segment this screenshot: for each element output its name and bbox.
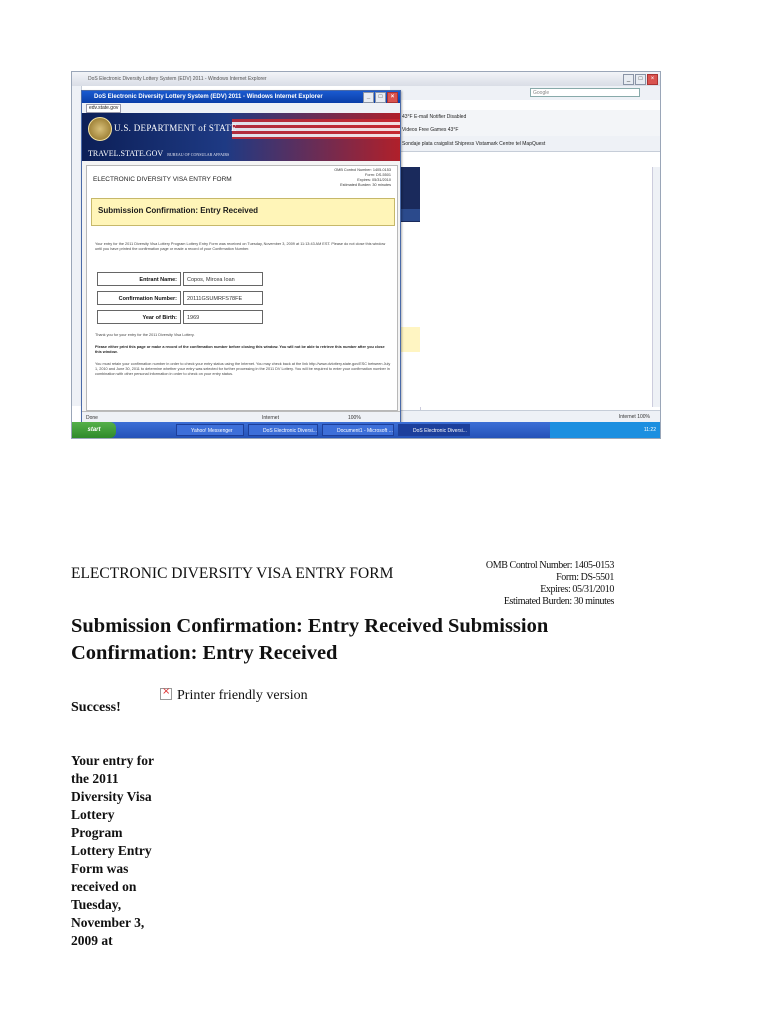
entry-received-text: Your entry for the 2011 Diversity Visa Lottery Program Lottery Entry Form was received on Tuesday, November 3, 2009 at bbox=[71, 753, 154, 948]
retain-note: You must retain your confirmation number in order to check your entry status using the Internet. You may check back at the link http://www.dvlottery.state.gov/ESC between July 1, 2010 and June 30, 2011 to determine whether your entry was selected for further processing in the 2011 DV Lottery. You will be required to enter your confirmation number in combination with other personal information in order to check on your entry status. bbox=[95, 362, 391, 376]
omb-line: Expires: 05/31/2010 bbox=[540, 584, 614, 595]
thanks-text: Thank you for your entry for the 2011 Diversity Visa Lottery. bbox=[95, 333, 195, 337]
background-page-content bbox=[420, 167, 652, 407]
success-label: Success! bbox=[71, 700, 121, 715]
field-value: Copos, Mircea Ioan bbox=[183, 272, 263, 286]
background-scrollbar[interactable] bbox=[652, 167, 661, 407]
print-note: Please either print this page or make a record of the confirmation number before closing this window. You will not be able to retrieve this number after you close this window. bbox=[95, 345, 385, 354]
popup-page-body bbox=[86, 165, 398, 411]
taskbar bbox=[72, 422, 660, 438]
taskbar-item[interactable]: DoS Electronic Diversi... bbox=[398, 424, 470, 436]
popup-zoom[interactable]: 100% bbox=[348, 415, 361, 421]
flag-stripes bbox=[232, 119, 400, 139]
omb-line: Form: DS-5501 bbox=[556, 572, 614, 583]
tray-clock: 11:22 bbox=[643, 427, 656, 433]
taskbar-item[interactable]: Yahoo! Messenger bbox=[176, 424, 244, 436]
document-omb-block bbox=[470, 560, 614, 608]
printer-friendly-text: Printer friendly version bbox=[177, 688, 308, 703]
banner-travel-label: TRAVEL.STATE.GOV bbox=[88, 149, 164, 158]
popup-status-text: Done bbox=[86, 415, 98, 421]
broken-image-icon bbox=[160, 688, 172, 700]
popup-url[interactable]: edv.state.gov bbox=[86, 104, 121, 113]
document-form-heading: ELECTRONIC DIVERSITY VISA ENTRY FORM bbox=[71, 565, 394, 582]
taskbar-item[interactable]: DoS Electronic Diversi... bbox=[248, 424, 318, 436]
background-status-text: Internet 100% bbox=[618, 414, 650, 420]
background-address-bar bbox=[390, 86, 660, 100]
background-toolbar-2: Videos Free Games 43°F bbox=[390, 124, 660, 136]
maximize-icon[interactable]: □ bbox=[375, 92, 386, 103]
minimize-icon[interactable]: _ bbox=[623, 74, 634, 85]
field-value: 20111GSUMRFS78FE bbox=[183, 291, 263, 305]
omb-line: Expires: 05/31/2010 bbox=[357, 178, 391, 182]
field-value: 1969 bbox=[183, 310, 263, 324]
close-icon[interactable]: × bbox=[387, 92, 398, 103]
omb-block bbox=[334, 168, 391, 188]
popup-title: DoS Electronic Diversity Lottery System (EDV) 2011 - Windows Internet Explorer bbox=[94, 94, 323, 100]
background-window-title: DoS Electronic Diversity Lottery System (EDV) 2011 - Windows Internet Explorer bbox=[88, 76, 267, 82]
popup-window-controls bbox=[363, 92, 398, 103]
popup-titlebar bbox=[82, 91, 400, 103]
field-label: Entrant Name: bbox=[97, 272, 181, 286]
embedded-screenshot bbox=[71, 71, 661, 439]
confirmation-banner-text: Submission Confirmation: Entry Received bbox=[98, 206, 259, 215]
banner-department: U.S. DEPARTMENT of STATE bbox=[114, 123, 237, 133]
omb-line: OMB Control Number: 1405-0153 bbox=[485, 560, 614, 571]
popup-window bbox=[81, 90, 401, 424]
form-heading: ELECTRONIC DIVERSITY VISA ENTRY FORM bbox=[93, 176, 232, 183]
taskbar-item[interactable]: Document1 - Microsoft ... bbox=[322, 424, 394, 436]
omb-line: Estimated Burden: 30 minutes bbox=[503, 596, 614, 607]
document-title: Submission Confirmation: Entry Received Submission Confirmation: Entry Received bbox=[71, 615, 549, 664]
omb-line: OMB Control Number: 1405-0153 bbox=[334, 168, 391, 172]
popup-address-bar bbox=[82, 103, 400, 113]
banner-travel[interactable] bbox=[88, 149, 229, 158]
close-icon[interactable]: × bbox=[647, 74, 658, 85]
start-button[interactable]: start bbox=[72, 422, 116, 438]
minimize-icon[interactable]: _ bbox=[363, 92, 374, 103]
banner-travel-sub: BUREAU OF CONSULAR AFFAIRS bbox=[167, 152, 230, 157]
popup-status-zone: Internet bbox=[262, 415, 279, 421]
omb-line: Form: DS-5501 bbox=[365, 173, 391, 177]
state-seal-icon bbox=[88, 117, 112, 141]
maximize-icon[interactable]: □ bbox=[635, 74, 646, 85]
background-toolbar-1: 43°F E-mail Notifier Disabled bbox=[390, 110, 660, 124]
background-window-controls bbox=[623, 74, 658, 85]
state-dept-banner bbox=[82, 113, 400, 161]
system-tray bbox=[550, 422, 660, 438]
field-label: Year of Birth: bbox=[97, 310, 181, 324]
search-input[interactable]: Google bbox=[530, 88, 640, 97]
background-window-titlebar bbox=[72, 72, 660, 86]
confirmation-banner bbox=[91, 198, 395, 226]
entry-paragraph: Your entry for the 2011 Diversity Visa Lottery Program Lottery Entry Form was received on Tuesday, November 3, 2009 at 11:13:43 AM EST. Please do not close this window until you have printed the confirmation page or made a record of your Confirmation Number. bbox=[95, 242, 386, 251]
printer-friendly-link[interactable] bbox=[160, 688, 308, 704]
field-label: Confirmation Number: bbox=[97, 291, 181, 305]
omb-line: Estimated Burden: 30 minutes bbox=[340, 183, 391, 187]
favorites-bar: Sondaje plata craigslist Shipress Vistamark Centre tel MapQuest bbox=[390, 136, 660, 152]
